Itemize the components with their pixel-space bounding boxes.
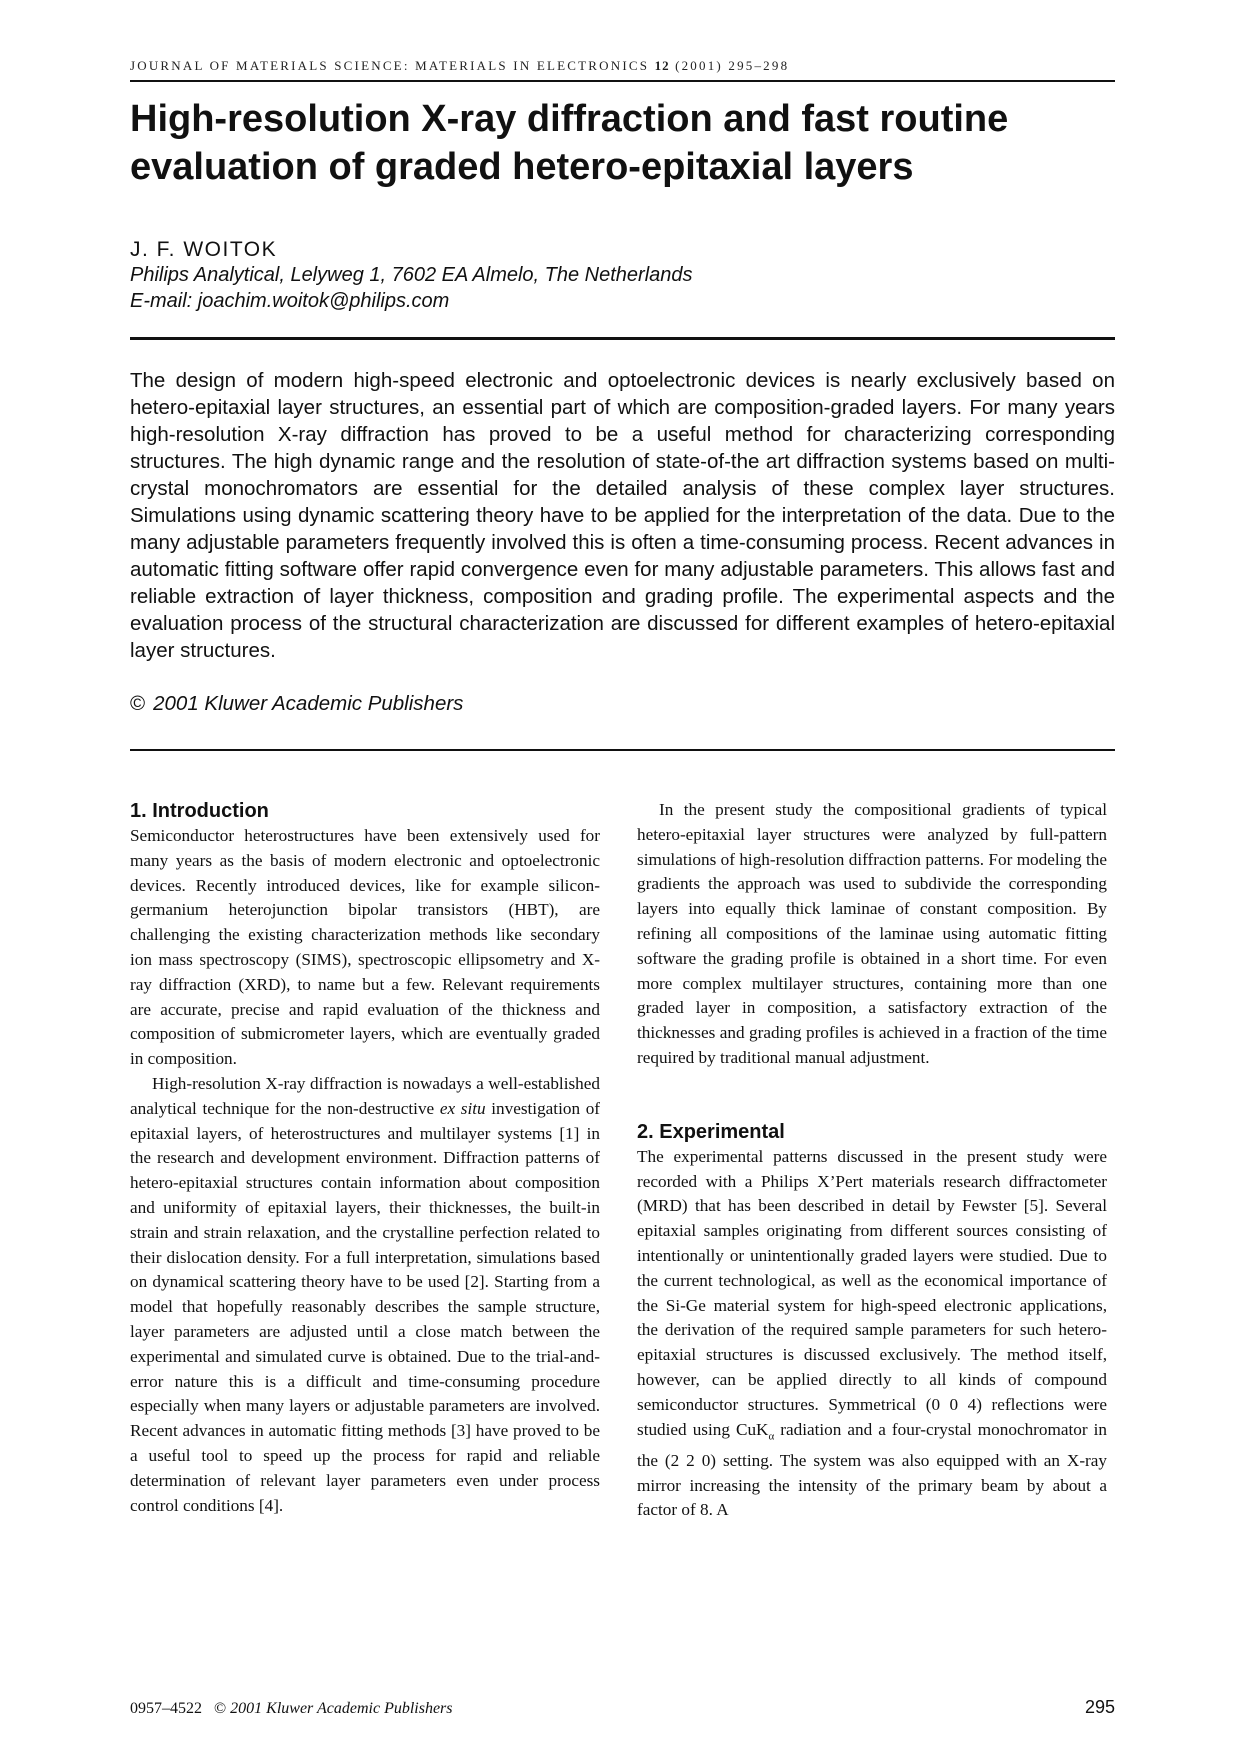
abstract-copyright-text: 2001 Kluwer Academic Publishers xyxy=(153,692,464,715)
section-heading-experimental: 2. Experimental xyxy=(637,1120,785,1143)
intro-paragraph-1: Semiconductor heterostructures have been extensively used for many years as the basis of modern electronic and optoelectronic devices. Recently introduced devices, like for example silicon-germanium heterojunction bipolar transistors (HBT), are challenging the existing characterization methods like secondary ion mass spectroscopy (SIMS), spectroscopic ellipsometry and X-ray diffraction (XRD), to name but a few. Relevant requirements are accurate, precise and rapid evaluation of the thickness and composition of submicrometer layers, which are eventually graded in composition. xyxy=(130,826,600,1069)
journal-year-pages: (2001) 295–298 xyxy=(675,58,790,73)
abstract-bottom-rule xyxy=(130,749,1115,751)
exp-p1-subscript: α xyxy=(768,1429,775,1442)
intro-p2-start: High-resolution X-ray diffraction is nowadays a well-established analytical technique for the non-destructive xyxy=(130,1073,600,1118)
journal-name: JOURNAL OF MATERIALS SCIENCE: MATERIALS IN ELECTRONICS xyxy=(130,58,650,73)
intro-p2-italic: ex situ xyxy=(439,1098,486,1118)
intro-p2-end: investigation of epitaxial layers, of heterostructures and multilayer systems [1] in the research and development environment. Diffraction patterns of hetero-epitaxial structures contain information about composition and uniformity of epitaxial layers, their thicknesses, the built-in strain and strain relaxation, and the crystalline perfection related to their dislocation density. For a full interpretation, simulations based on dynamical scattering theory have to be used [2]. Starting from a model that hopefully reasonably describes the sample structure, layer parameters are adjusted until a close match between the experimental and simulated curve is obtained. Due to the trial-and-error nature this is a difficult and time-consuming procedure especially when many layers or adjustable parameters are involved. Recent advances in automatic fitting methods [3] have proved to be a useful tool to speed up the process for rapid and reliable determination of relevant layer parameters even under process control conditions [4]. xyxy=(130,1098,601,1515)
header-rule xyxy=(130,80,1115,82)
abstract: The design of modern high-speed electronic and optoelectronic devices is nearly exclusively based on hetero-epitaxial layer structures, an essential part of which are composition-graded layers. For many years high-resolution X-ray diffraction has proved to be a useful method for characterizing corresponding structures. The high dynamic range and the resolution of state-of-the art diffraction systems based on multi-crystal monochromators are essential for the detailed analysis of these complex layer structures. Simulations using dynamic scattering theory have to be applied for the interpretation of the data. Due to the many adjustable parameters frequently involved this is often a time-consuming process. Recent advances in automatic fitting software offer rapid convergence even for many adjustable parameters. This allows fast and reliable extraction of layer thickness, composition and grading profile. The experimental aspects and the evaluation process of the structural characterization are discussed for different examples of hetero-epitaxial layer structures. xyxy=(130,369,1115,662)
section-spacer xyxy=(637,1071,1107,1119)
left-column xyxy=(130,798,600,1518)
journal-running-header xyxy=(130,58,1115,74)
right-column xyxy=(637,798,1107,1523)
experimental-paragraph-1 xyxy=(637,1145,1107,1523)
author-email[interactable]: E-mail: joachim.woitok@philips.com xyxy=(130,290,450,312)
page-number: 295 xyxy=(1084,1697,1115,1717)
author-affiliation: Philips Analytical, Lelyweg 1, 7602 EA Almelo, The Netherlands xyxy=(130,264,693,286)
copyright-icon: © xyxy=(130,692,146,715)
article-title: High-resolution X-ray diffraction and fast routine evaluation of graded hetero-epitaxial layers xyxy=(130,98,1009,188)
footer-copyright-icon: © xyxy=(214,1700,227,1717)
intro-paragraph-3: In the present study the compositional gradients of typical hetero-epitaxial layer structures were analyzed by full-pattern simulations of high-resolution diffraction patterns. For modeling the gradients the approach was used to subdivide the corresponding layers into equally thick laminae of constant composition. By refining all compositions of the laminae using automatic fitting software the grading profile is obtained in a short time. For even more complex multilayer structures, containing more than one graded layer in composition, a satisfactory extraction of the thicknesses and grading profiles is achieved in a fraction of the time required by traditional manual adjustment. xyxy=(637,800,1107,1067)
section-heading-introduction: 1. Introduction xyxy=(130,800,269,822)
abstract-copyright xyxy=(130,692,463,716)
intro-paragraph-2 xyxy=(130,1072,600,1518)
journal-volume: 12 xyxy=(654,58,670,73)
abstract-top-rule xyxy=(130,337,1115,340)
exp-p1-start: The experimental patterns discussed in the present study were recorded with a Philips X’Pert materials research diffractometer (MRD) that has been described in detail by Fewster [5]. Several epitaxial samples originating from different sources consisting of intentionally or unintentionally graded layers were studied. Due to the current technological, as well as the economical importance of the Si-Ge material system for high-speed electronic applications, the derivation of the required sample parameters for such hetero-epitaxial structures is discussed exclusively. The method itself, however, can be applied directly to all kinds of compound semiconductor structures. Symmetrical (0 0 4) reflections were studied using CuK xyxy=(637,1146,1107,1439)
footer-issn: 0957–4522 xyxy=(130,1700,202,1717)
footer-publisher: 2001 Kluwer Academic Publishers xyxy=(230,1700,453,1717)
exp-p1-end: radiation and a four-crystal monochromator in the (2 2 0) setting. The system was also equipped with an X-ray mirror increasing the intensity of the primary beam by about a factor of 8. A xyxy=(637,1419,1107,1520)
author-name: J. F. WOITOK xyxy=(130,238,278,261)
footer-left xyxy=(130,1700,453,1718)
